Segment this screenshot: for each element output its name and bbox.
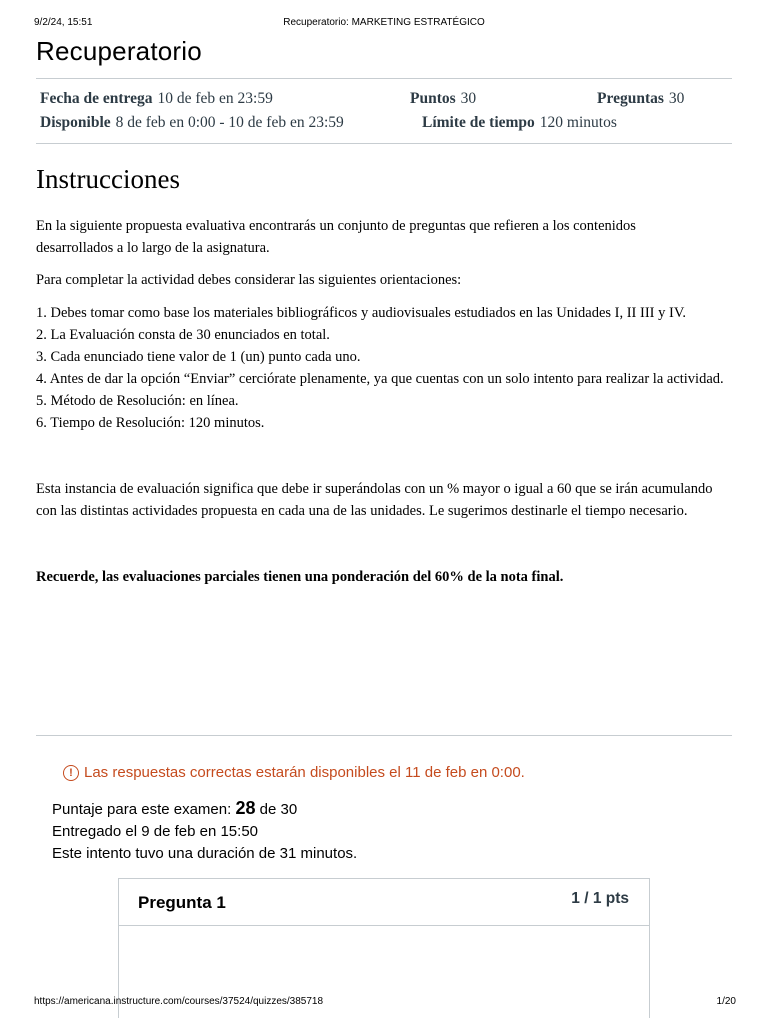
divider bbox=[36, 143, 732, 144]
question-points: 1 / 1 pts bbox=[571, 890, 629, 907]
notice-text: Las respuestas correctas estarán disponibles el 11 de feb en 0:00. bbox=[84, 764, 525, 781]
availability-label: Disponible bbox=[40, 114, 111, 131]
divider bbox=[36, 735, 732, 736]
closing-paragraph: Esta instancia de evaluación significa que debe ir superándolas con un % mayor o igual a 60 que se irán acumulando con las distintas actividades propuesta en cada una de las unidades. Le sugerimos destinarle el tiempo necesario. bbox=[36, 481, 713, 519]
instructions-heading: Instrucciones bbox=[36, 164, 180, 194]
instructions-emphasis bbox=[36, 566, 736, 588]
points bbox=[410, 90, 476, 108]
due-date-value: 10 de feb en 23:59 bbox=[157, 90, 273, 107]
emphasis-paragraph: Recuerde, las evaluaciones parciales tienen una ponderación del 60% de la nota final. bbox=[36, 569, 564, 585]
time-limit bbox=[422, 114, 617, 132]
duration-line: Este intento tuvo una duración de 31 minutos. bbox=[52, 845, 358, 862]
questions-count bbox=[597, 90, 684, 108]
due-date-label: Fecha de entrega bbox=[40, 90, 153, 107]
answers-availability-notice bbox=[63, 764, 525, 781]
points-value: 30 bbox=[460, 90, 477, 107]
page-title: Recuperatorio bbox=[36, 36, 202, 66]
list-item: 4. Antes de dar la opción “Enviar” cerciórate plenamente, ya que cuentas con un solo intento para realizar la actividad. bbox=[36, 371, 724, 387]
print-document-title: Recuperatorio: MARKETING ESTRATÉGICO bbox=[283, 17, 485, 28]
intro-paragraph: En la siguiente propuesta evaluativa encontrarás un conjunto de preguntas que refieren a los contenidos desarrollados a lo largo de la asignatura. bbox=[36, 218, 636, 256]
question-header bbox=[119, 879, 649, 926]
question-title: Pregunta 1 bbox=[138, 893, 226, 912]
score-total: de 30 bbox=[259, 801, 298, 818]
questions-label: Preguntas bbox=[597, 90, 664, 107]
divider bbox=[36, 78, 732, 79]
score-value: 28 bbox=[235, 798, 256, 818]
due-date bbox=[40, 90, 273, 108]
availability-value: 8 de feb en 0:00 - 10 de feb en 23:59 bbox=[115, 114, 344, 131]
lead-paragraph: Para completar la actividad debes considerar las siguientes orientaciones: bbox=[36, 272, 462, 288]
score-label: Puntaje para este examen: bbox=[52, 801, 232, 818]
points-label: Puntos bbox=[410, 90, 456, 107]
print-footer bbox=[0, 996, 768, 1008]
instructions-intro bbox=[36, 215, 696, 259]
print-header bbox=[0, 17, 768, 29]
time-limit-label: Límite de tiempo bbox=[422, 114, 535, 131]
availability bbox=[40, 114, 344, 132]
list-item: 6. Tiempo de Resolución: 120 minutos. bbox=[36, 415, 265, 431]
questions-value: 30 bbox=[668, 90, 685, 107]
list-item: 2. La Evaluación consta de 30 enunciados en total. bbox=[36, 327, 330, 343]
time-limit-value: 120 minutos bbox=[539, 114, 617, 131]
alert-circle-icon: ! bbox=[63, 765, 79, 781]
print-datetime: 9/2/24, 15:51 bbox=[34, 17, 93, 28]
list-item: 1. Debes tomar como base los materiales bibliográficos y audiovisuales estudiados en las Unidades I, II III y IV. bbox=[36, 305, 687, 321]
print-url: https://americana.instructure.com/courses/37524/quizzes/385718 bbox=[34, 996, 324, 1007]
instructions-closing bbox=[36, 478, 716, 522]
list-item: 5. Método de Resolución: en línea. bbox=[36, 393, 239, 409]
list-item: 3. Cada enunciado tiene valor de 1 (un) punto cada uno. bbox=[36, 349, 361, 365]
submitted-line: Entregado el 9 de feb en 15:50 bbox=[52, 823, 259, 840]
print-page-number: 1/20 bbox=[716, 996, 736, 1007]
score-line bbox=[52, 798, 297, 819]
instructions-list bbox=[36, 302, 736, 434]
instructions-lead bbox=[36, 269, 736, 291]
